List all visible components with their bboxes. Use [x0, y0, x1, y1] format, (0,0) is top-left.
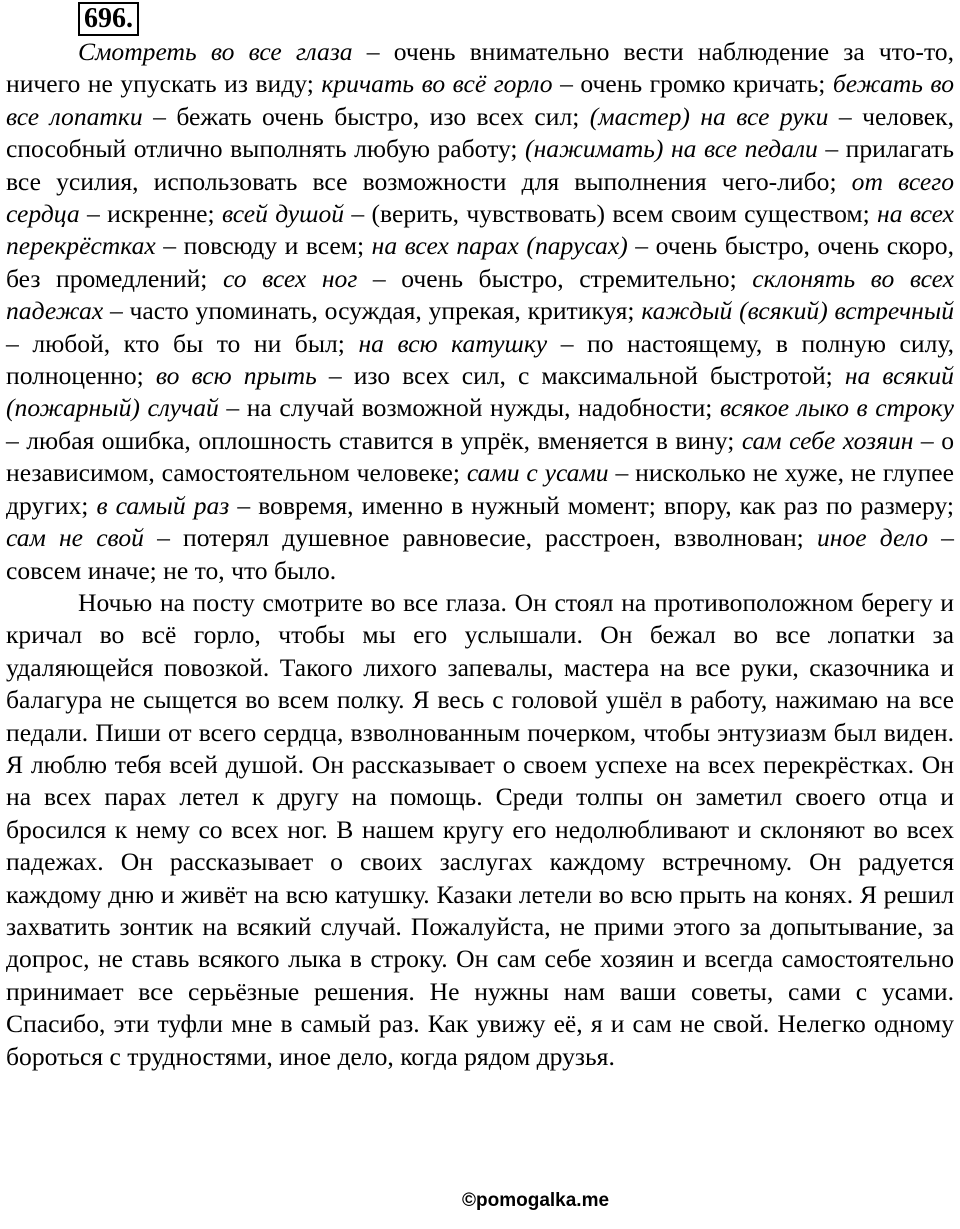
idiom-term: кричать во всё горло	[321, 69, 553, 99]
idiom-definition: – повсюду и всем;	[155, 231, 372, 261]
idiom-term: сам не свой	[6, 523, 144, 553]
idiom-term: на всякий (пожарный) случай	[6, 361, 954, 423]
exercise-number: 696.	[78, 2, 139, 36]
idiom-term: от всего сердца	[6, 166, 954, 229]
idiom-term: со всех ног	[222, 263, 358, 293]
idiom-definition: – нисколько не хуже, не глупее других;	[6, 458, 954, 520]
idiom-term: сам себе хозяин	[741, 425, 914, 455]
idiom-term: (нажимать) на все педали	[525, 134, 818, 164]
idiom-definition: – по настоящему, в полную силу, полноценно;	[6, 328, 954, 391]
idiom-definition: – очень громко кричать;	[552, 69, 833, 99]
idiom-definition: – очень быстро, стремительно;	[357, 263, 753, 293]
idiom-definition: – бежать очень быстро, изо всех сил;	[142, 101, 590, 131]
idiom-term: на всю катушку	[358, 328, 548, 358]
idiom-definition: – очень быстро, очень скоро, без промедлений;	[6, 231, 955, 293]
idiom-definition: – на случай возможной нужды, надобности;	[218, 393, 720, 423]
idiom-definition: – любой, кто бы то ни был;	[6, 328, 359, 358]
idiom-definition: – совсем иначе; не то, что было.	[6, 523, 954, 585]
idiom-definition: – прилагать все усилия, использовать все возможности для выполнения чего-либо;	[6, 134, 954, 196]
idiom-term: склонять во всех падежах	[6, 263, 954, 326]
idiom-term: во всю прыть	[155, 361, 317, 391]
watermark: ©pomogalka.me	[462, 1190, 610, 1211]
idiom-definition: – потерял душевное равновесие, расстроен, взволнован;	[143, 523, 817, 553]
idiom-definition: – любая ошибка, оплошность ставится в упрёк, вменяется в вину;	[6, 425, 742, 455]
idiom-definition: – человек, способный отлично выполнять любую работу;	[6, 101, 955, 164]
idiom-definition: – о независимом, самостоятельном человеке;	[6, 425, 955, 488]
idiom-definition: – изо всех сил, с максимальной быстротой;	[316, 361, 845, 391]
idiom-term: иное дело	[816, 523, 929, 553]
idioms-definitions-paragraph	[6, 36, 954, 587]
idiom-term: Смотреть во все глаза	[78, 37, 353, 66]
idiom-term: на всех перекрёстках	[6, 199, 954, 261]
idiom-definition: – часто упоминать, осуждая, упрекая, критикуя;	[103, 296, 642, 326]
idiom-term: сами с усами	[466, 458, 609, 488]
example-sentences-paragraph: Ночью на посту смотрите во все глаза. Он стоял на противоположном берегу и кричал во всё горло, чтобы мы его услышали. Он бежал во все лопатки за удаляющейся повозкой. Такого лихого запевалы, мастера на все руки, сказочника и балагура не сыщется во всем полку. Я весь с головой ушёл в работу, нажимаю на все педали. Пиши от всего сердца, взволнованным почерком, чтобы энтузиазм был виден. Я люблю тебя всей душой. Он рассказывает о своем успехе на всех перекрёстках. Он на всех парах летел к другу на помощь. Среди толпы он заметил своего отца и бросился к нему со всех ног. В нашем кругу его недолюбливают и склоняют во всех падежах. Он рассказывает о своих заслугах каждому встречному. Он радуется каждому дню и живёт на всю катушку. Казаки летели во всю прыть на конях. Я решил захватить зонтик на всякий случай. Пожалуйста, не прими этого за допытывание, за допрос, не ставь всякого лыка в строку. Он сам себе хозяин и всегда самостоятельно принимает все серьёзные решения. Не нужны нам ваши советы, сами с усами. Спасибо, эти туфли мне в самый раз. Как увижу её, я и сам не свой. Нелегко одному бороться с трудностями, иное дело, когда рядом друзья.	[6, 587, 954, 1071]
idiom-term: всей душой	[221, 199, 345, 229]
idiom-term: всякое лыко в строку	[719, 393, 954, 423]
idiom-definition: – вовремя, именно в нужный момент; впору, как раз по размеру;	[229, 490, 955, 520]
idiom-definition: – искренне;	[79, 199, 222, 229]
idiom-term: в самый раз	[96, 490, 230, 520]
idiom-term: бежать во все лопатки	[6, 69, 954, 131]
idiom-term: каждый (всякий) встречный	[641, 296, 954, 326]
idiom-definition: – (верить, чувствовать) всем своим существом;	[344, 199, 878, 229]
idiom-definition: – очень внимательно вести наблюдение за что-то, ничего не упускать из виду;	[6, 37, 954, 99]
idiom-term: (мастер) на все руки	[589, 101, 829, 131]
idiom-term: на всех парах (парусах)	[371, 231, 628, 261]
